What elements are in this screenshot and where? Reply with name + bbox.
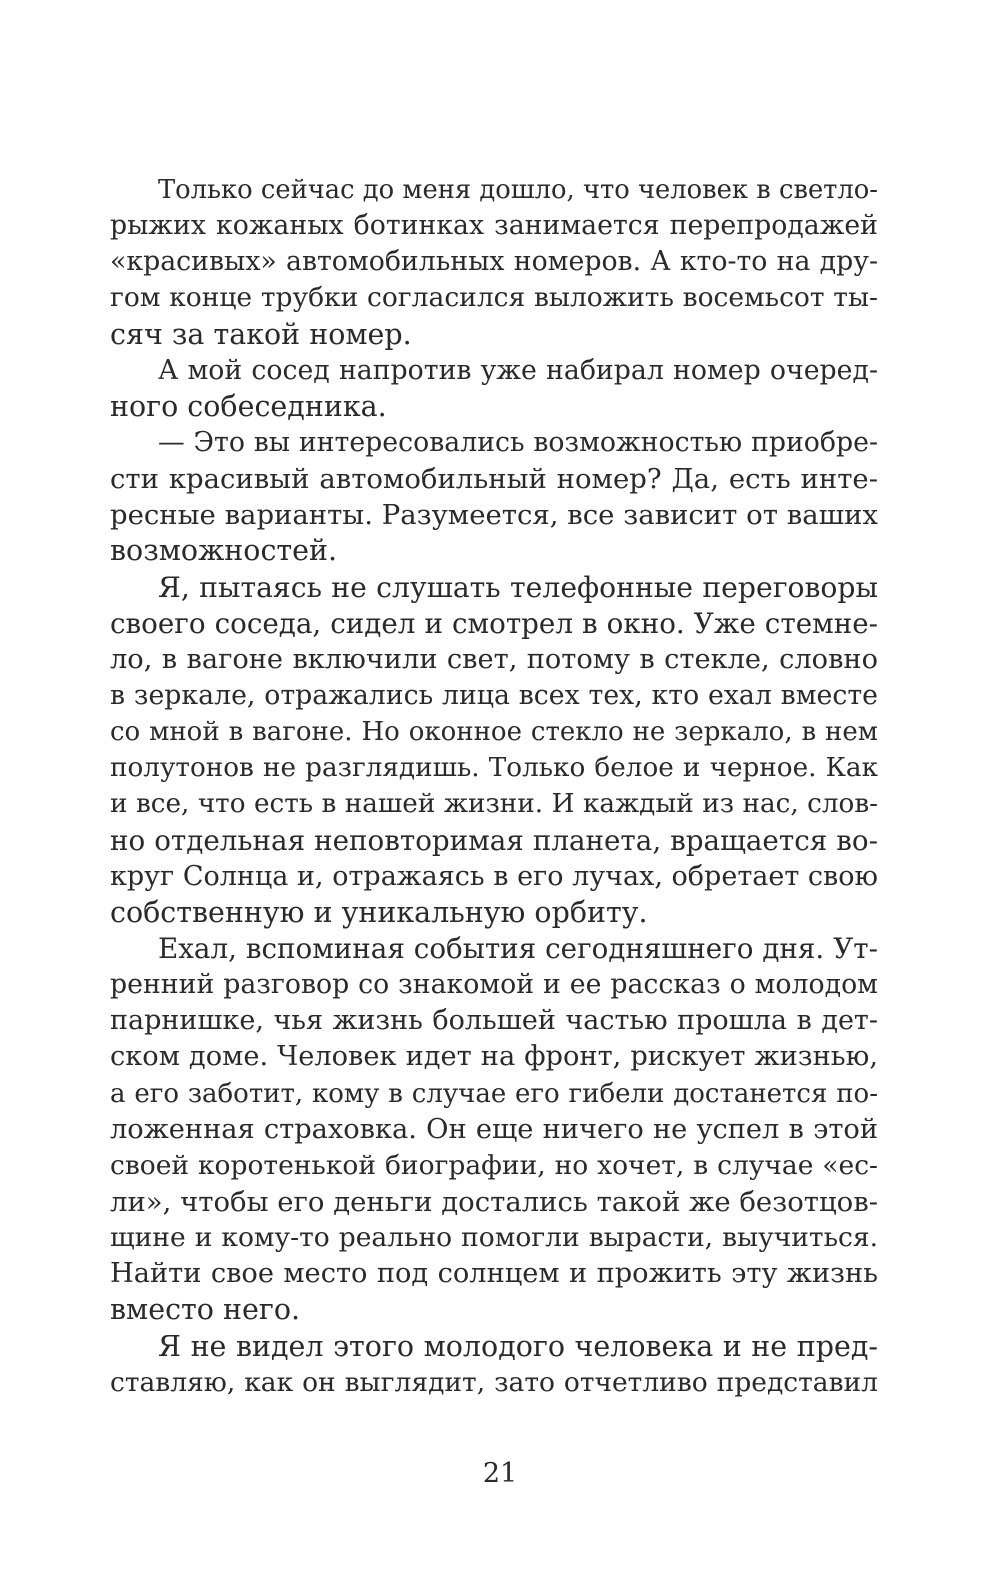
text-line: ло, в вагоне включили свет, потому в стекле, словно [110,643,878,675]
text-line: Я не видел этого молодого человека и не пред- [158,1329,878,1363]
text-line: ском доме. Человек идет на фронт, рискует жизнью, [110,1041,878,1073]
page-number: 21 [482,1458,518,1489]
text-line: рыжих кожаных ботинках занимается перепродажей [110,210,878,242]
text-line: своего соседа, сидел и смотрел в окно. Уже стемне- [110,606,878,640]
text-line: полутонов не разглядишь. Только белое и черное. Как [110,753,878,784]
text-line: возможностей. [110,534,338,568]
text-line: ставляю, как он выглядит, зато отчетливо представил [110,1366,878,1398]
text-line: ложенная страховка. Он еще ничего не успел в этой [110,1113,878,1145]
text-line: своей коротенькой биографии, но хочет, в случае «ес- [110,1149,878,1181]
text-line: собственную и уникальную орбиту. [110,895,648,929]
text-line: в зеркале, отражались лица всех тех, кто ехал вместе [110,679,878,711]
text-line: а его заботит, кому в случае его гибели достанется по- [110,1078,878,1109]
text-line: А мой сосед напротив уже набирал номер очеред- [158,354,878,386]
text-line: Найти свое место под солнцем и прожить эту жизнь [110,1258,878,1290]
text-line: парнишке, чья жизнь большей частью прошла в дет- [110,1005,878,1037]
text-line: «красивых» автомобильных номеров. А кто-то на дру- [110,246,878,278]
text-line: ного собеседника. [110,389,387,423]
text-line: Ехал, вспоминая события сегодняшнего дня. Ут- [158,931,878,965]
text-line: со мной в вагоне. Но оконное стекло не зеркало, в нем [110,717,878,748]
text-line: — Это вы интересовались возможностью приобре- [158,426,878,458]
text-line: сяч за такой номер. [110,317,412,351]
text-line: Только сейчас до меня дошло, что человек в светло- [158,175,878,205]
body-text [110,172,878,1401]
text-line: круг Солнца и, отражаясь в его лучах, обретает свою [110,860,878,892]
text-line: Я, пытаясь не слушать телефонные переговоры [158,570,878,604]
text-line: гом конце трубки согласился выложить восемьсот ты- [110,282,878,314]
text-line: вместо него. [110,1293,301,1327]
text-line: но отдельная неповторимая планета, вращается во- [110,823,878,857]
text-line: ресные варианты. Разумеется, все зависит от ваших [110,499,878,532]
text-line: сти красивый автомобильный номер? Да, есть инте- [110,463,878,496]
text-line: и все, что есть в нашей жизни. И каждый из нас, слов- [110,789,878,820]
text-line: ренний разговор со знакомой и ее рассказ о молодом [110,969,878,1001]
text-line: ли», чтобы его деньги достались такой же безотцов- [110,1185,878,1218]
text-line: щине и кому-то реально помогли вырасти, выучиться. [110,1222,878,1254]
